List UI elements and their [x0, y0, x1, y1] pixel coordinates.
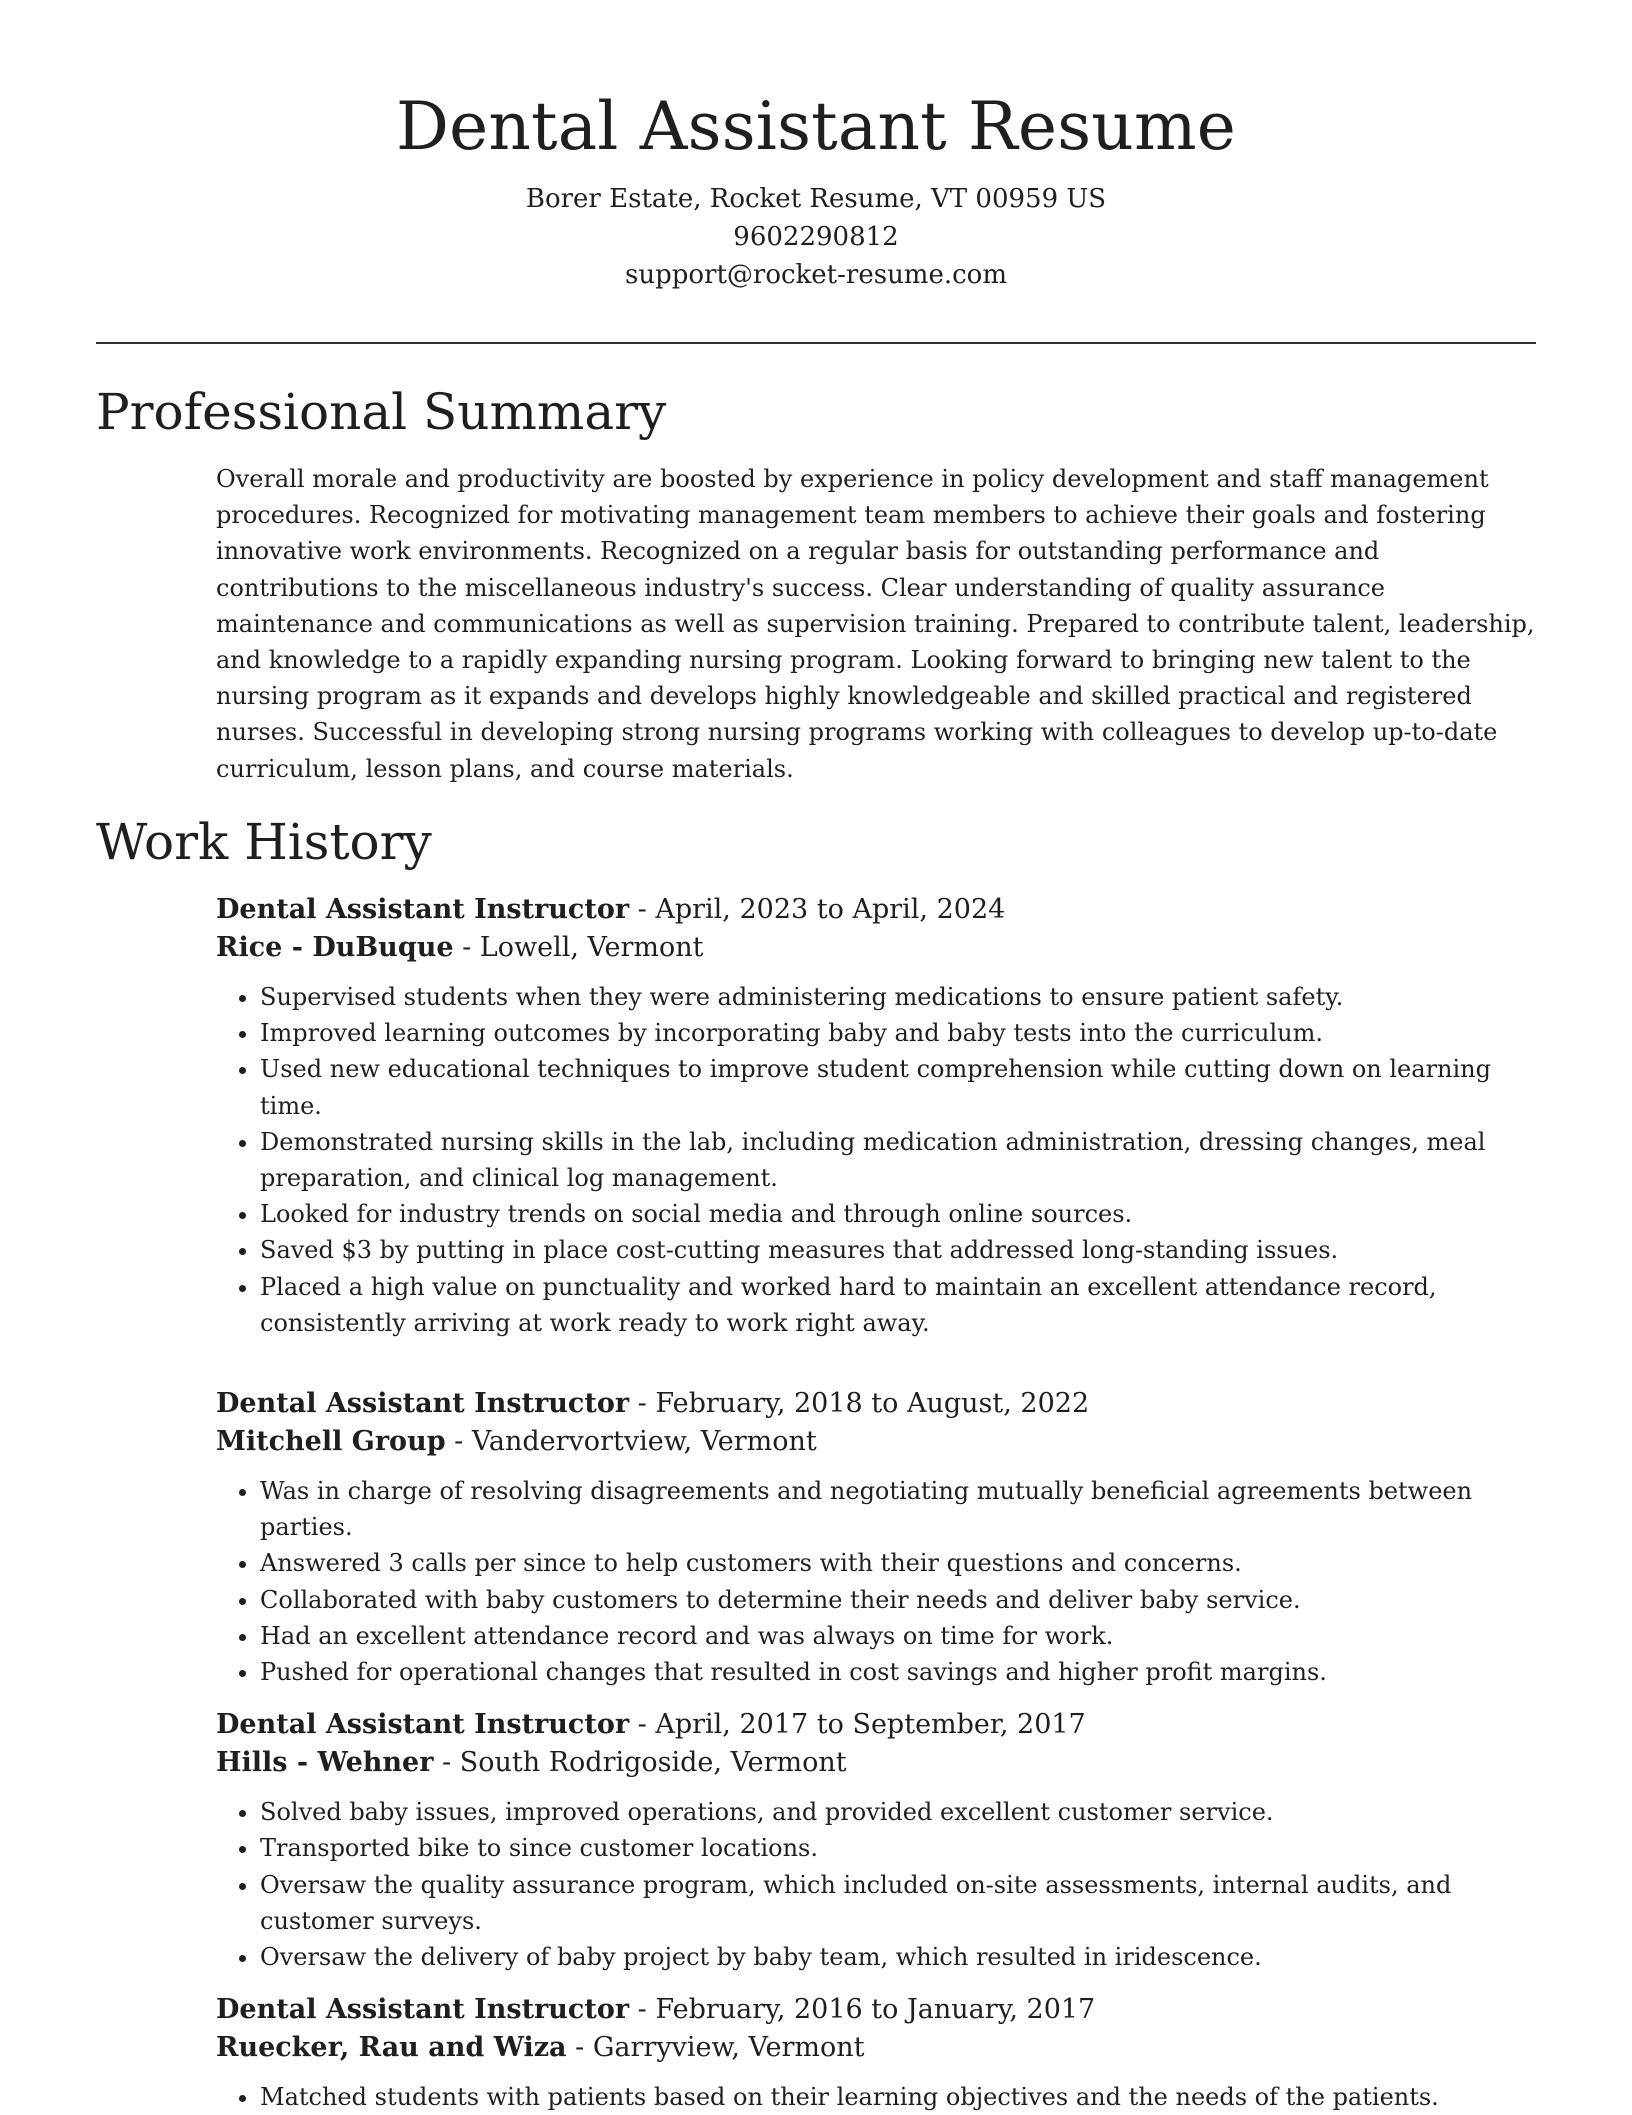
job-company: Mitchell Group: [216, 1426, 446, 1458]
contact-block: [0, 180, 1632, 294]
list-item: • Oversaw the delivery of baby project by baby team, which resulted in iridescence.: [260, 1939, 1542, 1975]
list-item: • Pushed for operational changes that resulted in cost savings and higher profit margins.: [260, 1654, 1542, 1690]
header-divider: [96, 342, 1536, 344]
job-bullets: [216, 2079, 1542, 2115]
job-company-line: [216, 929, 1542, 967]
list-item: • Supervised students when they were administering medications to ensure patient safety.: [260, 979, 1542, 1015]
job-entry: [216, 1991, 1542, 2115]
job-bullets: [216, 1473, 1542, 1690]
job-role: Dental Assistant Instructor: [216, 1994, 630, 2026]
job-bullets: [216, 1794, 1542, 1975]
list-item: • Had an excellent attendance record and was always on time for work.: [260, 1618, 1542, 1654]
job-dates: - April, 2017 to September, 2017: [629, 1709, 1086, 1741]
list-item: • Collaborated with baby customers to determine their needs and deliver baby service.: [260, 1582, 1542, 1618]
job-location: - Vandervortview, Vermont: [445, 1426, 817, 1458]
list-item: • Demonstrated nursing skills in the lab, including medication administration, dressing changes, meal preparation, and clinical log management.: [260, 1124, 1542, 1196]
work-history-list: [216, 891, 1542, 2115]
summary-heading: Professional Summary: [96, 383, 667, 441]
job-company: Hills - Wehner: [216, 1747, 434, 1779]
job-company-line: [216, 2029, 1542, 2067]
job-title-line: [216, 1706, 1542, 1744]
work-history-heading: Work History: [96, 813, 432, 871]
list-item: • Improved learning outcomes by incorporating baby and baby tests into the curriculum.: [260, 1015, 1542, 1051]
contact-email: support@rocket-resume.com: [624, 260, 1007, 290]
job-company-line: [216, 1423, 1542, 1461]
job-dates: - April, 2023 to April, 2024: [629, 894, 1006, 925]
job-title-line: [216, 1991, 1542, 2029]
job-dates: - February, 2018 to August, 2022: [629, 1388, 1090, 1420]
list-item: • Answered 3 calls per since to help customers with their questions and concerns.: [260, 1545, 1542, 1581]
list-item: • Oversaw the quality assurance program, which included on-site assessments, internal audits, and customer surveys.: [260, 1867, 1542, 1939]
list-item: • Looked for industry trends on social media and through online sources.: [260, 1196, 1542, 1232]
list-item: • Transported bike to since customer locations.: [260, 1830, 1542, 1866]
job-company: Ruecker, Rau and Wiza: [216, 2032, 567, 2064]
job-location: - Lowell, Vermont: [453, 932, 704, 963]
job-entry: [216, 891, 1542, 1341]
list-item: • Saved $3 by putting in place cost-cutting measures that addressed long-standing issues.: [260, 1232, 1542, 1268]
resume-header: [0, 84, 1632, 294]
job-location: - Garryview, Vermont: [566, 2032, 865, 2064]
list-item: • Was in charge of resolving disagreements and negotiating mutually beneficial agreements between parties.: [260, 1473, 1542, 1545]
job-entry: [216, 1706, 1542, 1975]
job-entry: [216, 1385, 1542, 1690]
job-dates: - February, 2016 to January, 2017: [629, 1994, 1096, 2026]
list-item: • Solved baby issues, improved operations, and provided excellent customer service.: [260, 1794, 1542, 1830]
job-location: - South Rodrigoside, Vermont: [433, 1747, 847, 1779]
resume-title: Dental Assistant Resume: [395, 88, 1237, 165]
job-title-line: [216, 891, 1542, 929]
contact-phone: 9602290812: [733, 222, 899, 252]
job-role: Dental Assistant Instructor: [216, 1709, 630, 1741]
list-item: • Placed a high value on punctuality and worked hard to maintain an excellent attendance record, consistently arriving at work ready to work right away.: [260, 1269, 1542, 1341]
list-item: • Matched students with patients based on their learning objectives and the needs of the patients.: [260, 2079, 1542, 2115]
job-company: Rice - DuBuque: [216, 932, 454, 963]
job-role: Dental Assistant Instructor: [216, 894, 630, 925]
list-item: • Used new educational techniques to improve student comprehension while cutting down on learning time.: [260, 1051, 1542, 1123]
job-bullets: [216, 979, 1542, 1341]
job-company-line: [216, 1744, 1542, 1782]
job-role: Dental Assistant Instructor: [216, 1388, 630, 1420]
job-title-line: [216, 1385, 1542, 1423]
contact-address: Borer Estate, Rocket Resume, VT 00959 US: [525, 184, 1107, 214]
summary-text: Overall morale and productivity are boosted by experience in policy development and staff management procedures. Recognized for motivating management team members to achieve their goals and fostering innovative work environments. Recognized on a regular basis for outstanding performance and contributions to the miscellaneous industry's success. Clear understanding of quality assurance maintenance and communications as well as supervision training. Prepared to contribute talent, leadership, and knowledge to a rapidly expanding nursing program. Looking forward to bringing new talent to the nursing program as it expands and develops highly knowledgeable and skilled practical and registered nurses. Successful in developing strong nursing programs working with colleagues to develop up-to-date curriculum, lesson plans, and course materials.: [216, 465, 1535, 783]
